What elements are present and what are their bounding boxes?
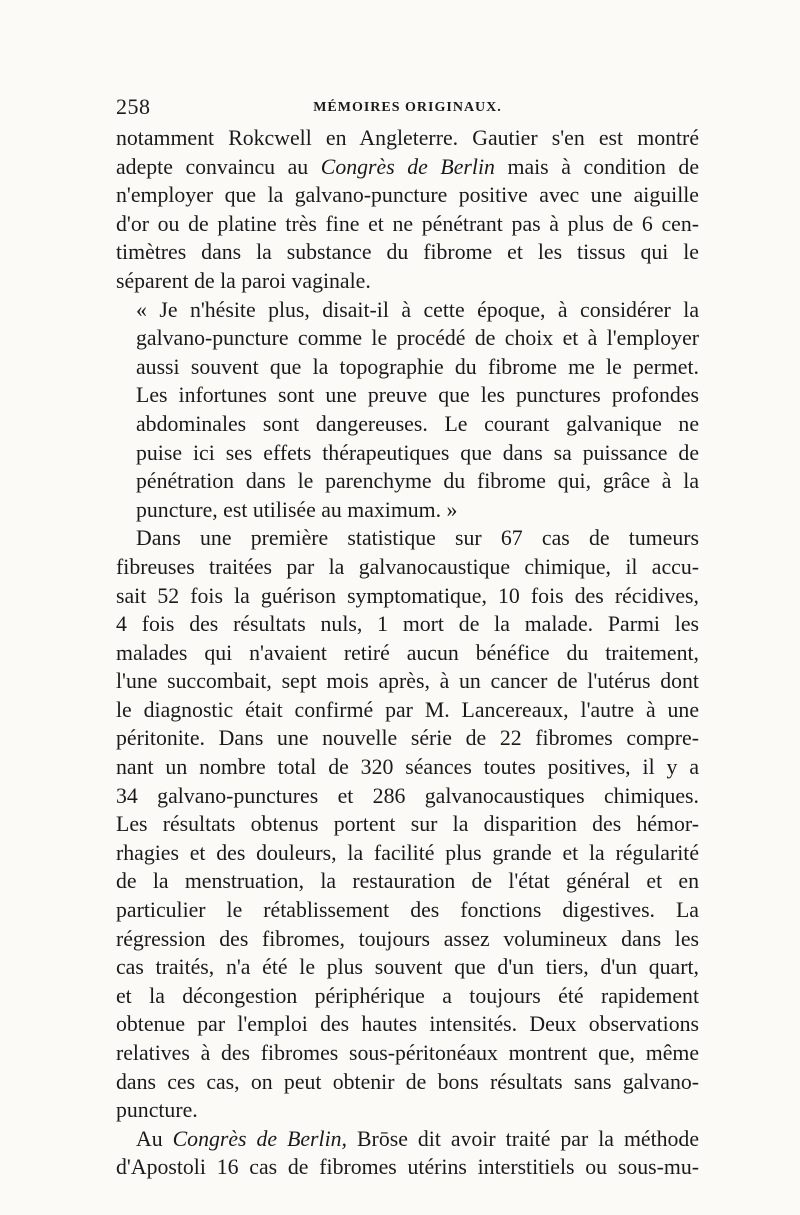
text-line: Les résultats obtenus portent sur la disparition des hémor- xyxy=(116,812,699,837)
text-line: puncture. xyxy=(116,1098,198,1123)
text-line: Les infortunes sont une preuve que les punctures profondes xyxy=(136,383,699,408)
text-line: 34 galvano-punctures et 286 galvanocaustiques chimiques. xyxy=(116,783,699,808)
text-line: d'Apostoli 16 cas de fibromes utérins interstitiels ou sous-mu- xyxy=(116,1155,699,1180)
text-line: adepte convaincu au Congrès de Berlin mais à condition de xyxy=(116,154,700,179)
text-line: de la menstruation, la restauration de l'état général et en xyxy=(116,869,699,894)
paragraph-4 xyxy=(116,1125,699,1182)
text-line: abdominales sont dangereuses. Le courant galvanique ne xyxy=(136,411,699,436)
text-line: pénétration dans le parenchyme du fibrome qui, grâce à la xyxy=(136,469,699,494)
paragraph-2 xyxy=(116,296,699,525)
text-line: puncture, est utilisée au maximum. » xyxy=(136,497,458,522)
text-line: timètres dans la substance du fibrome et les tissus qui le xyxy=(116,240,699,265)
text-line: l'une succombait, sept mois après, à un cancer de l'utérus dont xyxy=(116,669,699,694)
paragraph-1 xyxy=(116,124,699,296)
text-line: séparent de la paroi vaginale. xyxy=(116,268,371,293)
text-line: d'or ou de platine très fine et ne pénétrant pas à plus de 6 cen- xyxy=(116,211,699,236)
running-head xyxy=(116,90,699,124)
text-line: « Je n'hésite plus, disait-il à cette époque, à considérer la xyxy=(136,297,699,322)
text-line: relatives à des fibromes sous-péritonéaux montrent que, même xyxy=(116,1041,699,1065)
text-line: Au Congrès de Berlin, Brōse dit avoir traité par la méthode xyxy=(136,1126,700,1151)
text-line: obtenue par l'emploi des hautes intensités. Deux observations xyxy=(116,1012,699,1037)
text-line: galvano-puncture comme le procédé de choix et à l'employer xyxy=(136,326,699,351)
paragraph-3 xyxy=(116,524,699,1124)
text-line: puise ici ses effets thérapeutiques que dans sa puissance de xyxy=(136,440,699,465)
emphasis-text: Congrès de Berlin, xyxy=(172,1126,348,1151)
book-page xyxy=(116,90,699,1182)
emphasis-text: Congrès de Berlin xyxy=(320,154,495,179)
text-line: notamment Rokcwell en Angleterre. Gautier s'en est montré xyxy=(116,126,699,150)
text-line: et la décongestion périphérique a toujours été rapidement xyxy=(116,983,699,1008)
text-line: sait 52 fois la guérison symptomatique, 10 fois des récidives, xyxy=(116,583,699,608)
text-line: rhagies et des douleurs, la facilité plus grande et la régularité xyxy=(116,840,699,865)
text-line: cas traités, n'a été le plus souvent que d'un tiers, d'un quart, xyxy=(116,955,699,980)
text-line: aussi souvent que la topographie du fibrome me le permet. xyxy=(136,354,699,379)
text-line: n'employer que la galvano-puncture positive avec une aiguille xyxy=(116,183,699,208)
body-text xyxy=(116,124,699,1182)
text-line: nant un nombre total de 320 séances toutes positives, il y a xyxy=(116,755,699,780)
text-line: péritonite. Dans une nouvelle série de 22 fibromes compre- xyxy=(116,726,699,751)
text-line: Dans une première statistique sur 67 cas de tumeurs xyxy=(136,526,699,551)
text-line: malades qui n'avaient retiré aucun bénéfice du traitement, xyxy=(116,640,699,665)
text-line: fibreuses traitées par la galvanocaustique chimique, il accu- xyxy=(116,554,699,579)
text-line: régression des fibromes, toujours assez volumineux dans les xyxy=(116,926,699,951)
text-line: particulier le rétablissement des fonctions digestives. La xyxy=(116,898,699,923)
page-number: 258 xyxy=(116,94,151,119)
text-line: 4 fois des résultats nuls, 1 mort de la malade. Parmi les xyxy=(116,612,699,637)
text-line: le diagnostic était confirmé par M. Lancereaux, l'autre à une xyxy=(116,697,699,722)
running-title: MÉMOIRES ORIGINAUX. xyxy=(313,100,502,115)
text-line: dans ces cas, on peut obtenir de bons résultats sans galvano- xyxy=(116,1069,699,1094)
